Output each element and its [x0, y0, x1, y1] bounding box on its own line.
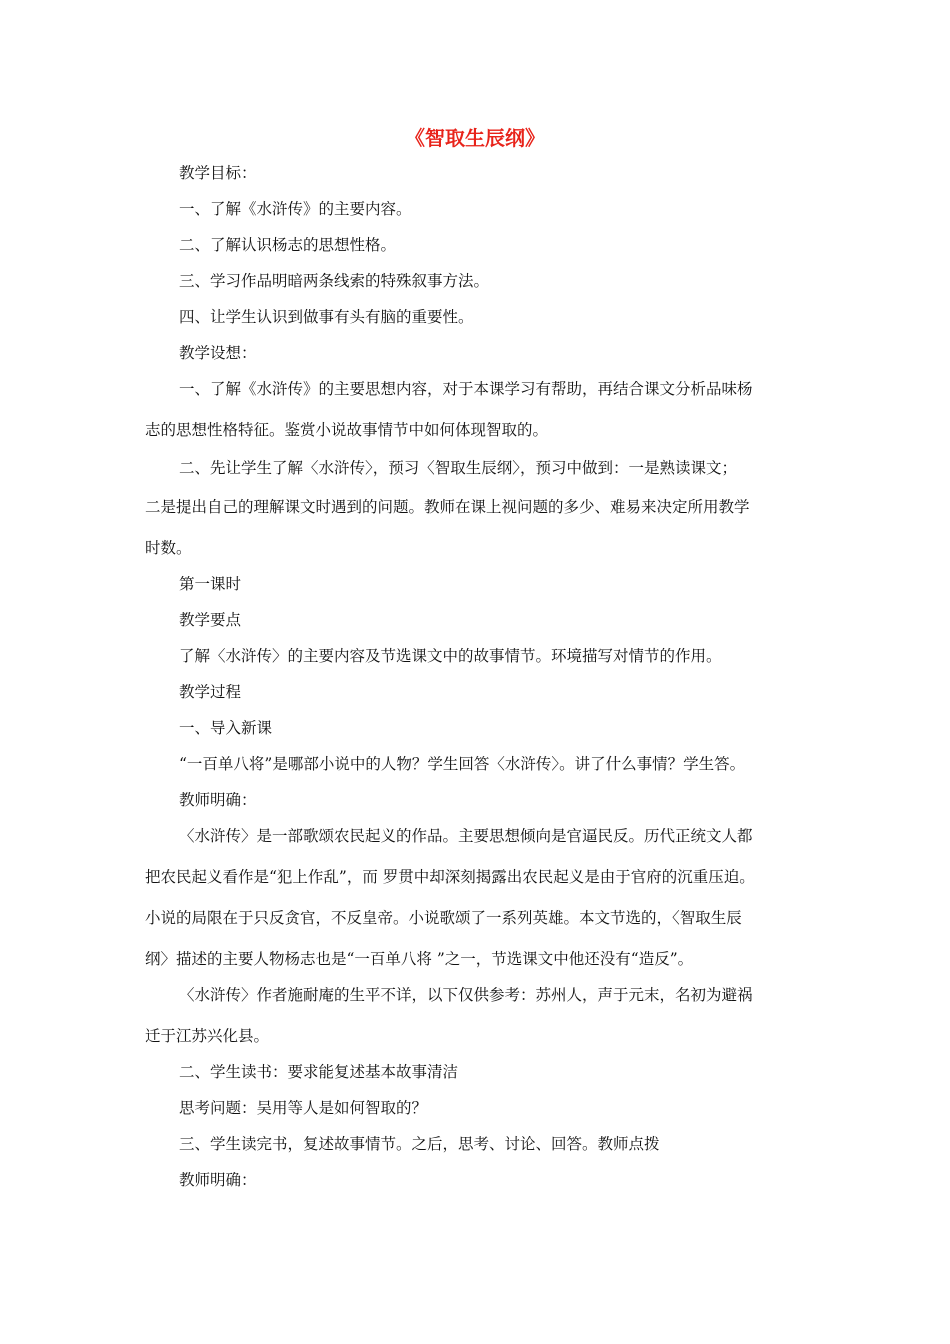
document-title: 《智取生辰纲》	[405, 126, 545, 150]
paragraph-line: 小说的局限在于只反贪官，不反皇帝。小说歌颂了一系列英雄。本文节选的，〈智取生辰	[145, 909, 742, 927]
label-line: 教师明确：	[179, 1171, 257, 1189]
paragraph-line: 〈水浒传〉是一部歌颂农民起义的作品。主要思想倾向是官逼民反。历代正统文人都	[179, 827, 753, 845]
paragraph-line: 〈水浒传〉作者施耐庵的生平不详，以下仅供参考：苏州人，声于元末，名初为避祸	[179, 986, 753, 1004]
section-heading-lesson: 第一课时	[179, 575, 242, 593]
paragraph-line: 一、了解《水浒传》的主要思想内容，对于本课学习有帮助，再结合课文分析品味杨	[179, 380, 753, 398]
objective-item: 三、学习作品明暗两条线索的特殊叙事方法。	[179, 272, 490, 290]
objective-item: 四、让学生认识到做事有头有脑的重要性。	[179, 308, 474, 326]
paragraph-line: 纲〉描述的主要人物杨志也是“一百单八将 ”之一，节选课文中他还没有“造反”。	[145, 950, 694, 968]
objective-item: 二、了解认识杨志的思想性格。	[179, 236, 397, 254]
step-heading: 一、导入新课	[179, 719, 273, 737]
objective-item: 一、了解《水浒传》的主要内容。	[179, 200, 412, 218]
section-heading-process: 教学过程	[179, 683, 242, 701]
section-heading-objectives: 教学目标：	[179, 164, 257, 182]
paragraph-line: 二是提出自己的理解课文时遇到的问题。教师在课上视问题的多少、难易来决定所用教学	[145, 498, 750, 516]
paragraph-line: 时数。	[145, 539, 192, 557]
section-heading-points: 教学要点	[179, 611, 242, 629]
label-line: 教师明确：	[179, 791, 257, 809]
paragraph-line: 把农民起义看作是“犯上作乱”，而 罗贯中却深刻揭露出农民起义是由于官府的沉重压迫。	[145, 868, 755, 886]
section-heading-design: 教学设想：	[179, 344, 257, 362]
step-heading: 三、学生读完书，复述故事情节。之后，思考、讨论、回答。教师点拨	[179, 1135, 660, 1153]
step-heading: 二、学生读书：要求能复述基本故事清洁	[179, 1063, 459, 1081]
paragraph-line: “一百单八将”是哪部小说中的人物？学生回答〈水浒传〉。讲了什么事情？学生答。	[179, 755, 746, 773]
paragraph-line: 了解〈水浒传〉的主要内容及节选课文中的故事情节。环境描写对情节的作用。	[179, 647, 722, 665]
paragraph-line: 思考问题：吴用等人是如何智取的？	[179, 1099, 428, 1117]
paragraph-line: 志的思想性格特征。鉴赏小说故事情节中如何体现智取的。	[145, 421, 549, 439]
paragraph-line: 二、先让学生了解〈水浒传〉，预习〈智取生辰纲〉，预习中做到：一是熟读课文；	[179, 459, 738, 477]
paragraph-line: 迁于江苏兴化县。	[145, 1027, 270, 1045]
